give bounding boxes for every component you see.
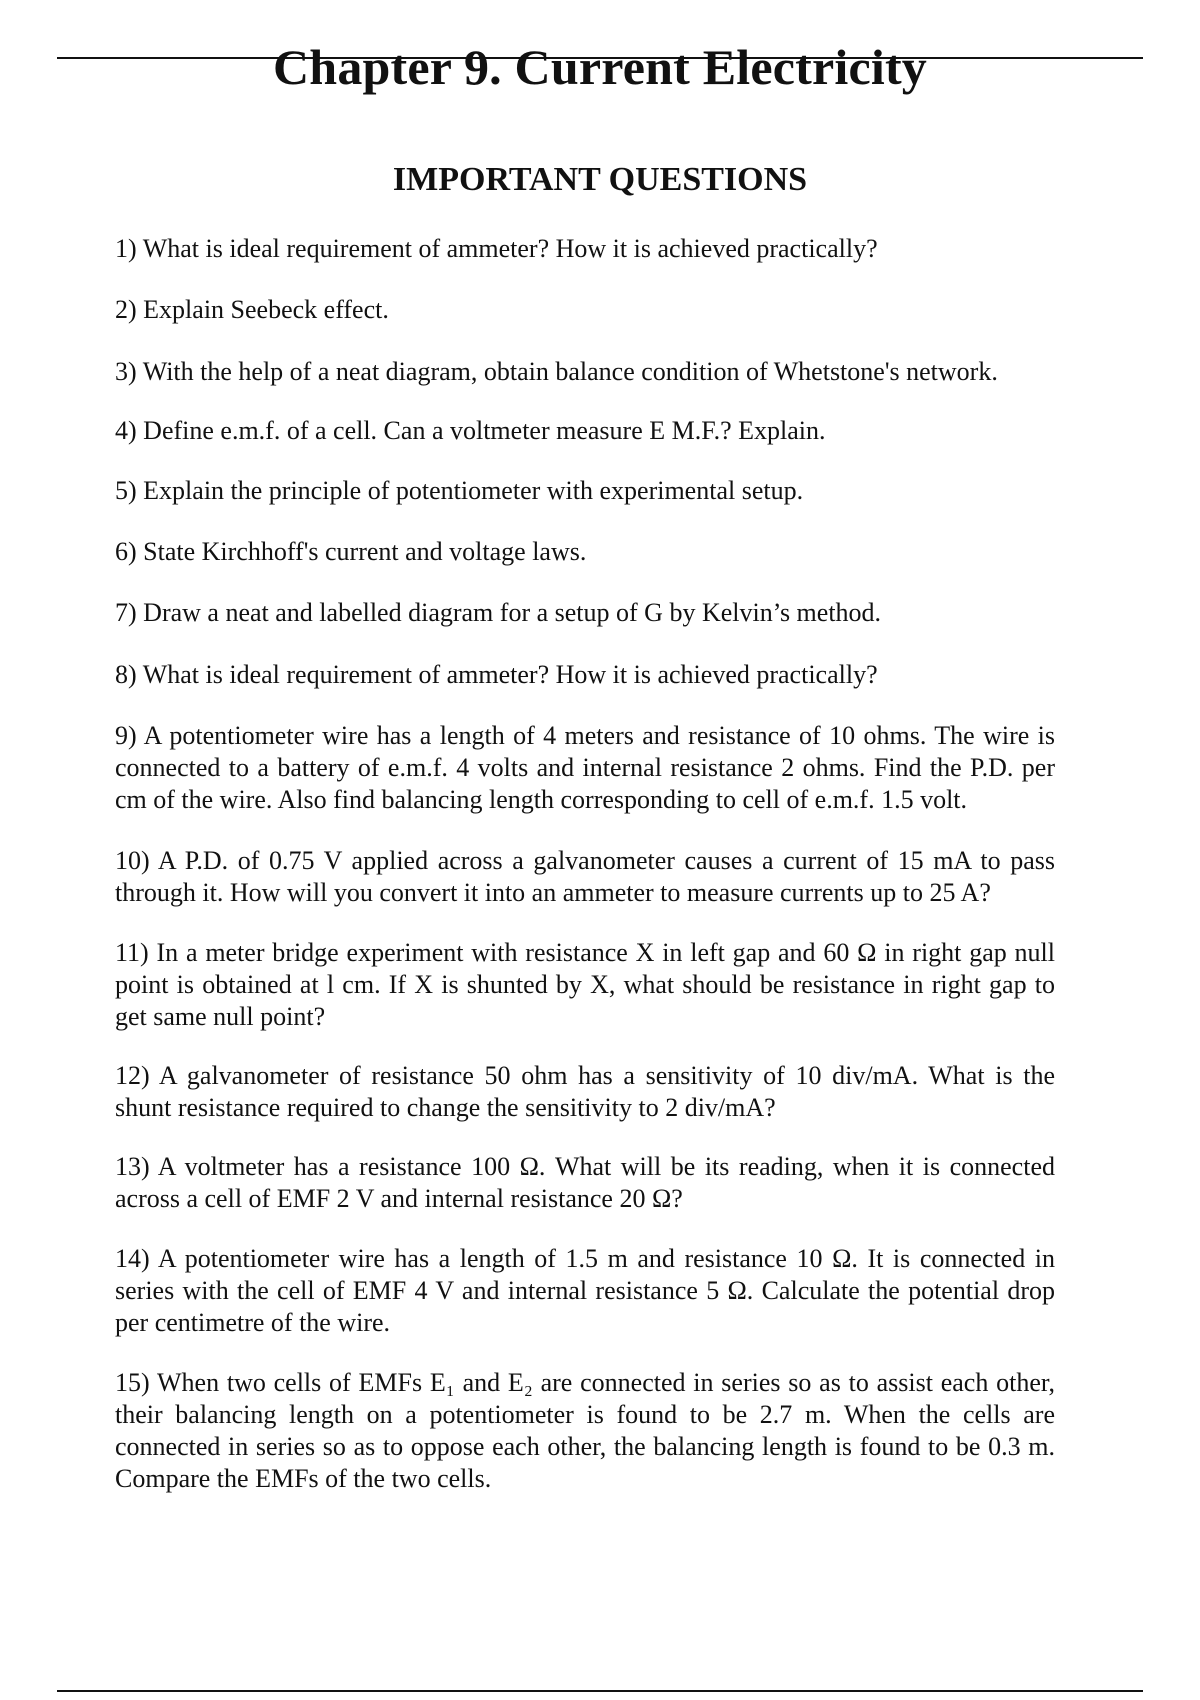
question-3 <box>115 356 1055 388</box>
question-number: 12) <box>115 1061 150 1090</box>
question-number: 6) <box>115 537 137 566</box>
question-8 <box>115 659 1055 691</box>
question-text: When two cells of EMFs E₁ and E₂ are connected in series so as to assist each other, their balancing length on a potentiometer is found to be 2.7 m. When the cells are connected in series so as to oppose each other, the balancing length is found to be 0.3 m. Compare the EMFs of the two cells. <box>115 1368 1056 1493</box>
question-number: 2) <box>115 295 137 324</box>
question-number: 14) <box>115 1244 150 1273</box>
question-number: 8) <box>115 660 137 689</box>
question-number: 1) <box>115 234 137 263</box>
question-text: Explain Seebeck effect. <box>143 295 389 324</box>
chapter-title: Chapter 9. Current Electricity <box>273 39 927 95</box>
question-number: 10) <box>115 846 150 875</box>
question-text: With the help of a neat diagram, obtain balance condition of Whetstone's network. <box>142 357 998 386</box>
question-text-line-2: shunt resistance required to change the sensitivity to 2 div/mA? <box>115 1093 776 1122</box>
question-12-line-1 <box>115 1060 1055 1092</box>
question-text-line-1: A galvanometer of resistance 50 ohm has a sensitivity of 10 div/mA. What is the <box>158 1061 1055 1090</box>
question-text: What is ideal requirement of ammeter? How it is achieved practically? <box>142 234 878 263</box>
question-5 <box>115 475 1055 507</box>
question-text: In a meter bridge experiment with resistance X in left gap and 60 Ω in right gap null point is obtained at l cm. If X is shunted by X, what should be resistance in right gap to get same null point? <box>115 938 1055 1031</box>
question-text: A potentiometer wire has a length of 4 meters and resistance of 10 ohms. The wire is connected to a battery of e.m.f. 4 volts and internal resistance 2 ohms. Find the P.D. per cm of the wire. Also find balancing length corresponding to cell of e.m.f. 1.5 volt. <box>115 721 1055 814</box>
question-number: 4) <box>115 416 137 445</box>
question-12 <box>115 1060 1055 1124</box>
question-number: 15) <box>115 1368 150 1397</box>
question-number: 3) <box>115 357 137 386</box>
question-list <box>115 233 1055 1495</box>
question-9 <box>115 720 1055 816</box>
question-11 <box>115 937 1055 1033</box>
bottom-rule <box>57 1690 1143 1692</box>
question-number: 7) <box>115 598 137 627</box>
question-2 <box>115 294 1055 326</box>
question-text: Define e.m.f. of a cell. Can a voltmeter measure E M.F.? Explain. <box>143 416 826 445</box>
question-text: A voltmeter has a resistance 100 Ω. What will be its reading, when it is connected across a cell of EMF 2 V and internal resistance 20 Ω? <box>115 1152 1055 1213</box>
section-heading: IMPORTANT QUESTIONS <box>392 161 808 198</box>
question-text: State Kirchhoff's current and voltage laws. <box>143 537 587 566</box>
question-7 <box>115 597 1055 629</box>
question-number: 9) <box>115 721 137 750</box>
question-1 <box>115 233 1055 265</box>
question-4 <box>115 415 1055 447</box>
question-text: Draw a neat and labelled diagram for a setup of G by Kelvin’s method. <box>143 598 882 627</box>
question-text: A P.D. of 0.75 V applied across a galvanometer causes a current of 15 mA to pass through it. How will you convert it into an ammeter to measure currents up to 25 A? <box>115 846 1055 907</box>
question-15 <box>115 1367 1055 1495</box>
question-10 <box>115 845 1055 909</box>
question-number: 11) <box>115 938 149 967</box>
question-text: Explain the principle of potentiometer with experimental setup. <box>143 476 804 505</box>
question-text: A potentiometer wire has a length of 1.5 m and resistance 10 Ω. It is connected in series with the cell of EMF 4 V and internal resistance 5 Ω. Calculate the potential drop per centimetre of the wire. <box>115 1244 1055 1337</box>
question-6 <box>115 536 1055 568</box>
question-text: What is ideal requirement of ammeter? How it is achieved practically? <box>142 660 878 689</box>
question-14 <box>115 1243 1055 1339</box>
question-13 <box>115 1151 1055 1215</box>
question-number: 13) <box>115 1152 150 1181</box>
question-number: 5) <box>115 476 137 505</box>
